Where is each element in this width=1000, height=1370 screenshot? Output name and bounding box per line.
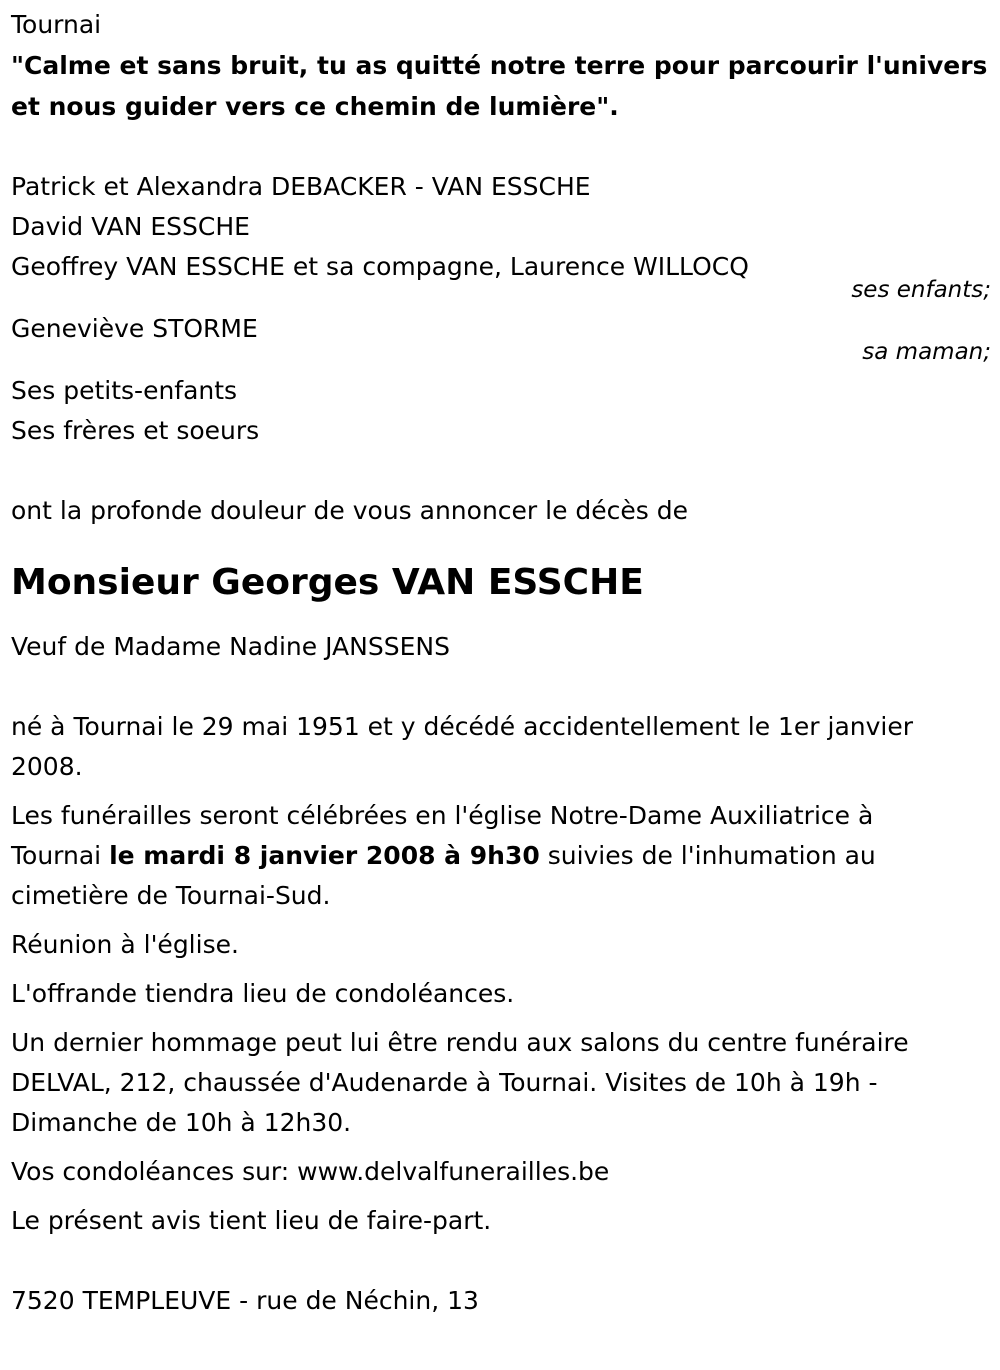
spacer bbox=[11, 1250, 991, 1281]
meeting-line: Réunion à l'église. bbox=[11, 930, 239, 959]
child-name: Geoffrey VAN ESSCHE et sa compagne, Laurence WILLOCQ bbox=[11, 252, 749, 281]
funeral-text-after: suivies de l'inhumation au cimetière de Tournai-Sud. bbox=[11, 841, 876, 910]
children-label: ses enfants; bbox=[851, 277, 991, 303]
offering-line: L'offrande tiendra lieu de condoléances. bbox=[11, 979, 515, 1008]
obituary-notice bbox=[11, 5, 991, 1321]
quote-line-2: et nous guider vers ce chemin de lumière". bbox=[11, 92, 619, 121]
deceased-name: Monsieur Georges VAN ESSCHE bbox=[11, 562, 644, 603]
address-line: 7520 TEMPLEUVE - rue de Néchin, 13 bbox=[11, 1286, 479, 1315]
announcement-text: ont la profonde douleur de vous annoncer le décès de bbox=[11, 496, 689, 525]
funeral-text-before: Les funérailles seront célébrées en l'église Notre-Dame Auxiliatrice à Tournai bbox=[11, 801, 874, 870]
grandchildren-line: Ses petits-enfants bbox=[11, 376, 238, 405]
mother-name: Geneviève STORME bbox=[11, 314, 258, 343]
condolences-line: Vos condoléances sur: www.delvalfunerailles.be bbox=[11, 1157, 610, 1186]
mother-label: sa maman; bbox=[862, 339, 991, 365]
quote-line-1: "Calme et sans bruit, tu as quitté notre terre pour parcourir l'univers bbox=[11, 51, 988, 80]
funeral-date: le mardi 8 janvier 2008 à 9h30 bbox=[109, 841, 540, 870]
siblings-line: Ses frères et soeurs bbox=[11, 416, 260, 445]
spacer bbox=[11, 667, 991, 707]
child-name: Patrick et Alexandra DEBACKER - VAN ESSCHE bbox=[11, 172, 591, 201]
notice-line: Le présent avis tient lieu de faire-part. bbox=[11, 1206, 492, 1235]
widower-line: Veuf de Madame Nadine JANSSENS bbox=[11, 632, 450, 661]
birth-death-paragraph: né à Tournai le 29 mai 1951 et y décédé accidentellement le 1er janvier 2008. bbox=[11, 712, 914, 781]
child-name: David VAN ESSCHE bbox=[11, 212, 250, 241]
spacer bbox=[11, 127, 991, 167]
city-label: Tournai bbox=[11, 10, 102, 39]
funeral-paragraph bbox=[11, 796, 971, 916]
tribute-paragraph: Un dernier hommage peut lui être rendu aux salons du centre funéraire DELVAL, 212, chaussée d'Audenarde à Tournai. Visites de 10h à 19h - Dimanche de 10h à 12h30. bbox=[11, 1028, 909, 1137]
spacer bbox=[11, 451, 991, 491]
